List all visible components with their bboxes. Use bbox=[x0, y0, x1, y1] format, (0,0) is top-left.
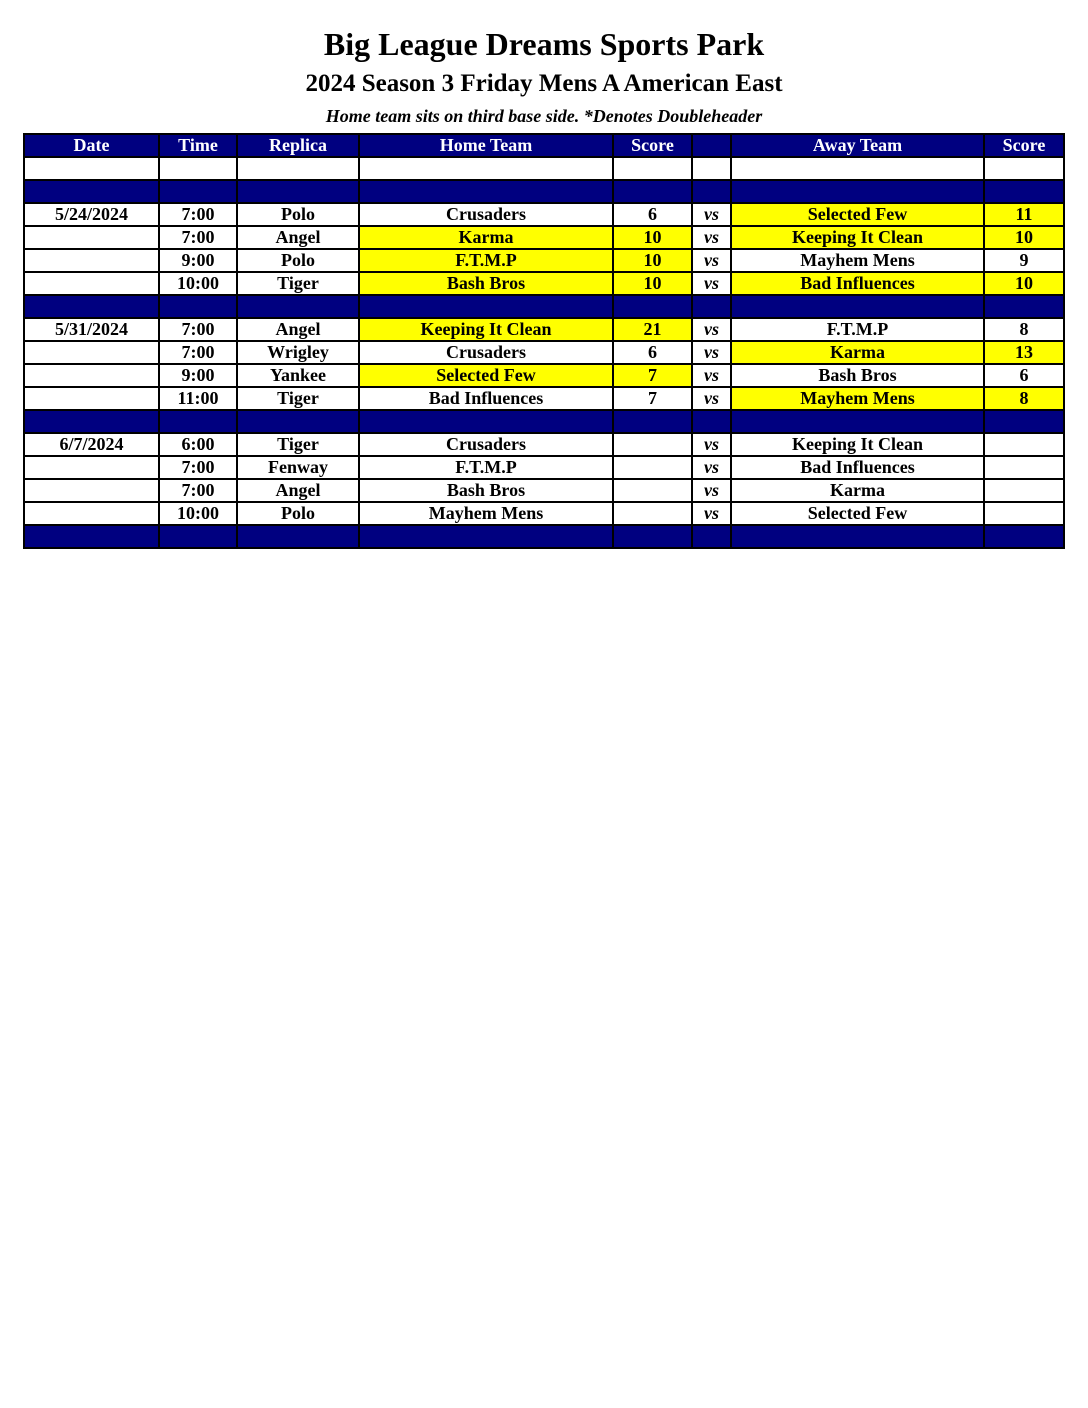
table-row bbox=[24, 387, 1064, 410]
section-separator-row bbox=[24, 525, 1064, 548]
table-row bbox=[24, 433, 1064, 456]
time-cell bbox=[159, 157, 237, 180]
date-cell bbox=[24, 364, 159, 387]
table-row bbox=[24, 364, 1064, 387]
home-score-cell bbox=[613, 295, 692, 318]
away-team-cell: Selected Few bbox=[731, 502, 984, 525]
time-cell: 6:00 bbox=[159, 433, 237, 456]
away-team-cell: Keeping It Clean bbox=[731, 226, 984, 249]
date-cell bbox=[24, 479, 159, 502]
away-score-cell: 8 bbox=[984, 387, 1064, 410]
section-separator-row bbox=[24, 180, 1064, 203]
col-header-home-score: Score bbox=[613, 134, 692, 157]
time-cell: 7:00 bbox=[159, 479, 237, 502]
vs-cell bbox=[692, 410, 731, 433]
date-cell bbox=[24, 410, 159, 433]
home-score-cell bbox=[613, 525, 692, 548]
date-cell bbox=[24, 226, 159, 249]
date-cell: 5/31/2024 bbox=[24, 318, 159, 341]
replica-cell: Wrigley bbox=[237, 341, 359, 364]
date-cell bbox=[24, 272, 159, 295]
date-cell bbox=[24, 387, 159, 410]
table-row bbox=[24, 341, 1064, 364]
home-team-cell bbox=[359, 157, 613, 180]
replica-cell: Angel bbox=[237, 226, 359, 249]
away-team-cell bbox=[731, 410, 984, 433]
blank-row bbox=[24, 157, 1064, 180]
home-score-cell: 10 bbox=[613, 226, 692, 249]
replica-cell bbox=[237, 157, 359, 180]
time-cell: 10:00 bbox=[159, 272, 237, 295]
date-cell bbox=[24, 502, 159, 525]
away-score-cell bbox=[984, 456, 1064, 479]
vs-cell: vs bbox=[692, 341, 731, 364]
away-team-cell bbox=[731, 525, 984, 548]
vs-cell bbox=[692, 525, 731, 548]
replica-cell bbox=[237, 410, 359, 433]
date-cell: 5/24/2024 bbox=[24, 203, 159, 226]
away-team-cell: Selected Few bbox=[731, 203, 984, 226]
time-cell: 7:00 bbox=[159, 318, 237, 341]
away-team-cell: Karma bbox=[731, 341, 984, 364]
away-score-cell bbox=[984, 157, 1064, 180]
vs-cell bbox=[692, 295, 731, 318]
away-team-cell: Karma bbox=[731, 479, 984, 502]
vs-cell: vs bbox=[692, 364, 731, 387]
replica-cell bbox=[237, 525, 359, 548]
home-team-cell: Crusaders bbox=[359, 203, 613, 226]
date-cell bbox=[24, 295, 159, 318]
away-team-cell: Bash Bros bbox=[731, 364, 984, 387]
home-team-cell: F.T.M.P bbox=[359, 456, 613, 479]
home-score-cell: 10 bbox=[613, 272, 692, 295]
section-separator-row bbox=[24, 410, 1064, 433]
home-team-cell: Crusaders bbox=[359, 341, 613, 364]
home-score-cell: 7 bbox=[613, 364, 692, 387]
time-cell: 11:00 bbox=[159, 387, 237, 410]
home-score-cell bbox=[613, 410, 692, 433]
home-score-cell bbox=[613, 502, 692, 525]
date-cell bbox=[24, 525, 159, 548]
replica-cell: Fenway bbox=[237, 456, 359, 479]
col-header-away-score: Score bbox=[984, 134, 1064, 157]
vs-cell: vs bbox=[692, 387, 731, 410]
replica-cell: Angel bbox=[237, 318, 359, 341]
away-score-cell bbox=[984, 525, 1064, 548]
away-team-cell: Mayhem Mens bbox=[731, 387, 984, 410]
away-team-cell: Bad Influences bbox=[731, 456, 984, 479]
replica-cell bbox=[237, 180, 359, 203]
vs-cell: vs bbox=[692, 203, 731, 226]
time-cell: 9:00 bbox=[159, 249, 237, 272]
replica-cell: Tiger bbox=[237, 272, 359, 295]
home-team-cell bbox=[359, 180, 613, 203]
page-title: Big League Dreams Sports Park bbox=[323, 26, 765, 62]
home-team-cell: Selected Few bbox=[359, 364, 613, 387]
time-cell: 10:00 bbox=[159, 502, 237, 525]
vs-cell: vs bbox=[692, 479, 731, 502]
table-row bbox=[24, 249, 1064, 272]
vs-cell: vs bbox=[692, 272, 731, 295]
replica-cell: Angel bbox=[237, 479, 359, 502]
time-cell: 7:00 bbox=[159, 203, 237, 226]
table-row bbox=[24, 272, 1064, 295]
away-score-cell: 13 bbox=[984, 341, 1064, 364]
time-cell bbox=[159, 295, 237, 318]
date-cell bbox=[24, 341, 159, 364]
home-team-cell bbox=[359, 295, 613, 318]
replica-cell bbox=[237, 295, 359, 318]
home-score-cell: 6 bbox=[613, 203, 692, 226]
home-team-cell: Mayhem Mens bbox=[359, 502, 613, 525]
away-score-cell: 10 bbox=[984, 272, 1064, 295]
date-cell bbox=[24, 157, 159, 180]
table-row bbox=[24, 318, 1064, 341]
date-cell bbox=[24, 180, 159, 203]
away-score-cell bbox=[984, 433, 1064, 456]
replica-cell: Polo bbox=[237, 203, 359, 226]
away-score-cell bbox=[984, 410, 1064, 433]
col-header-away-team: Away Team bbox=[731, 134, 984, 157]
table-header-row bbox=[24, 134, 1064, 157]
home-team-cell: Keeping It Clean bbox=[359, 318, 613, 341]
away-team-cell: Bad Influences bbox=[731, 272, 984, 295]
home-team-cell: Bad Influences bbox=[359, 387, 613, 410]
replica-cell: Tiger bbox=[237, 433, 359, 456]
home-score-cell bbox=[613, 479, 692, 502]
home-score-cell: 10 bbox=[613, 249, 692, 272]
home-team-cell: Karma bbox=[359, 226, 613, 249]
col-header-time: Time bbox=[159, 134, 237, 157]
date-cell bbox=[24, 456, 159, 479]
time-cell: 9:00 bbox=[159, 364, 237, 387]
away-team-cell: Keeping It Clean bbox=[731, 433, 984, 456]
away-team-cell bbox=[731, 180, 984, 203]
away-score-cell bbox=[984, 295, 1064, 318]
home-team-cell: F.T.M.P bbox=[359, 249, 613, 272]
table-row bbox=[24, 203, 1064, 226]
table-row bbox=[24, 226, 1064, 249]
home-score-cell bbox=[613, 433, 692, 456]
date-cell: 6/7/2024 bbox=[24, 433, 159, 456]
vs-cell: vs bbox=[692, 502, 731, 525]
page-subtitle: 2024 Season 3 Friday Mens A American East bbox=[305, 70, 783, 97]
away-score-cell: 8 bbox=[984, 318, 1064, 341]
away-score-cell: 9 bbox=[984, 249, 1064, 272]
table-row bbox=[24, 502, 1064, 525]
date-cell bbox=[24, 249, 159, 272]
table-row bbox=[24, 479, 1064, 502]
col-header-home-team: Home Team bbox=[359, 134, 613, 157]
col-header-vs bbox=[692, 134, 731, 157]
vs-cell: vs bbox=[692, 318, 731, 341]
table-row bbox=[24, 456, 1064, 479]
vs-cell: vs bbox=[692, 456, 731, 479]
home-team-cell bbox=[359, 525, 613, 548]
home-team-cell: Bash Bros bbox=[359, 272, 613, 295]
replica-cell: Polo bbox=[237, 502, 359, 525]
time-cell: 7:00 bbox=[159, 226, 237, 249]
page-note: Home team sits on third base side. *Denotes Doubleheader bbox=[325, 106, 763, 126]
time-cell bbox=[159, 525, 237, 548]
away-team-cell bbox=[731, 295, 984, 318]
away-team-cell bbox=[731, 157, 984, 180]
replica-cell: Tiger bbox=[237, 387, 359, 410]
away-score-cell bbox=[984, 502, 1064, 525]
away-score-cell: 11 bbox=[984, 203, 1064, 226]
vs-cell bbox=[692, 157, 731, 180]
away-score-cell bbox=[984, 180, 1064, 203]
home-team-cell: Crusaders bbox=[359, 433, 613, 456]
home-score-cell: 6 bbox=[613, 341, 692, 364]
home-score-cell bbox=[613, 157, 692, 180]
home-score-cell bbox=[613, 180, 692, 203]
vs-cell: vs bbox=[692, 433, 731, 456]
home-team-cell bbox=[359, 410, 613, 433]
vs-cell: vs bbox=[692, 226, 731, 249]
home-score-cell: 21 bbox=[613, 318, 692, 341]
home-score-cell bbox=[613, 456, 692, 479]
time-cell: 7:00 bbox=[159, 341, 237, 364]
time-cell bbox=[159, 410, 237, 433]
away-team-cell: F.T.M.P bbox=[731, 318, 984, 341]
schedule-body bbox=[24, 157, 1064, 548]
time-cell bbox=[159, 180, 237, 203]
col-header-replica: Replica bbox=[237, 134, 359, 157]
col-header-date: Date bbox=[24, 134, 159, 157]
home-team-cell: Bash Bros bbox=[359, 479, 613, 502]
schedule-table bbox=[23, 133, 1065, 549]
away-score-cell: 10 bbox=[984, 226, 1064, 249]
time-cell: 7:00 bbox=[159, 456, 237, 479]
away-score-cell: 6 bbox=[984, 364, 1064, 387]
away-score-cell bbox=[984, 479, 1064, 502]
section-separator-row bbox=[24, 295, 1064, 318]
home-score-cell: 7 bbox=[613, 387, 692, 410]
replica-cell: Polo bbox=[237, 249, 359, 272]
vs-cell: vs bbox=[692, 249, 731, 272]
away-team-cell: Mayhem Mens bbox=[731, 249, 984, 272]
vs-cell bbox=[692, 180, 731, 203]
replica-cell: Yankee bbox=[237, 364, 359, 387]
